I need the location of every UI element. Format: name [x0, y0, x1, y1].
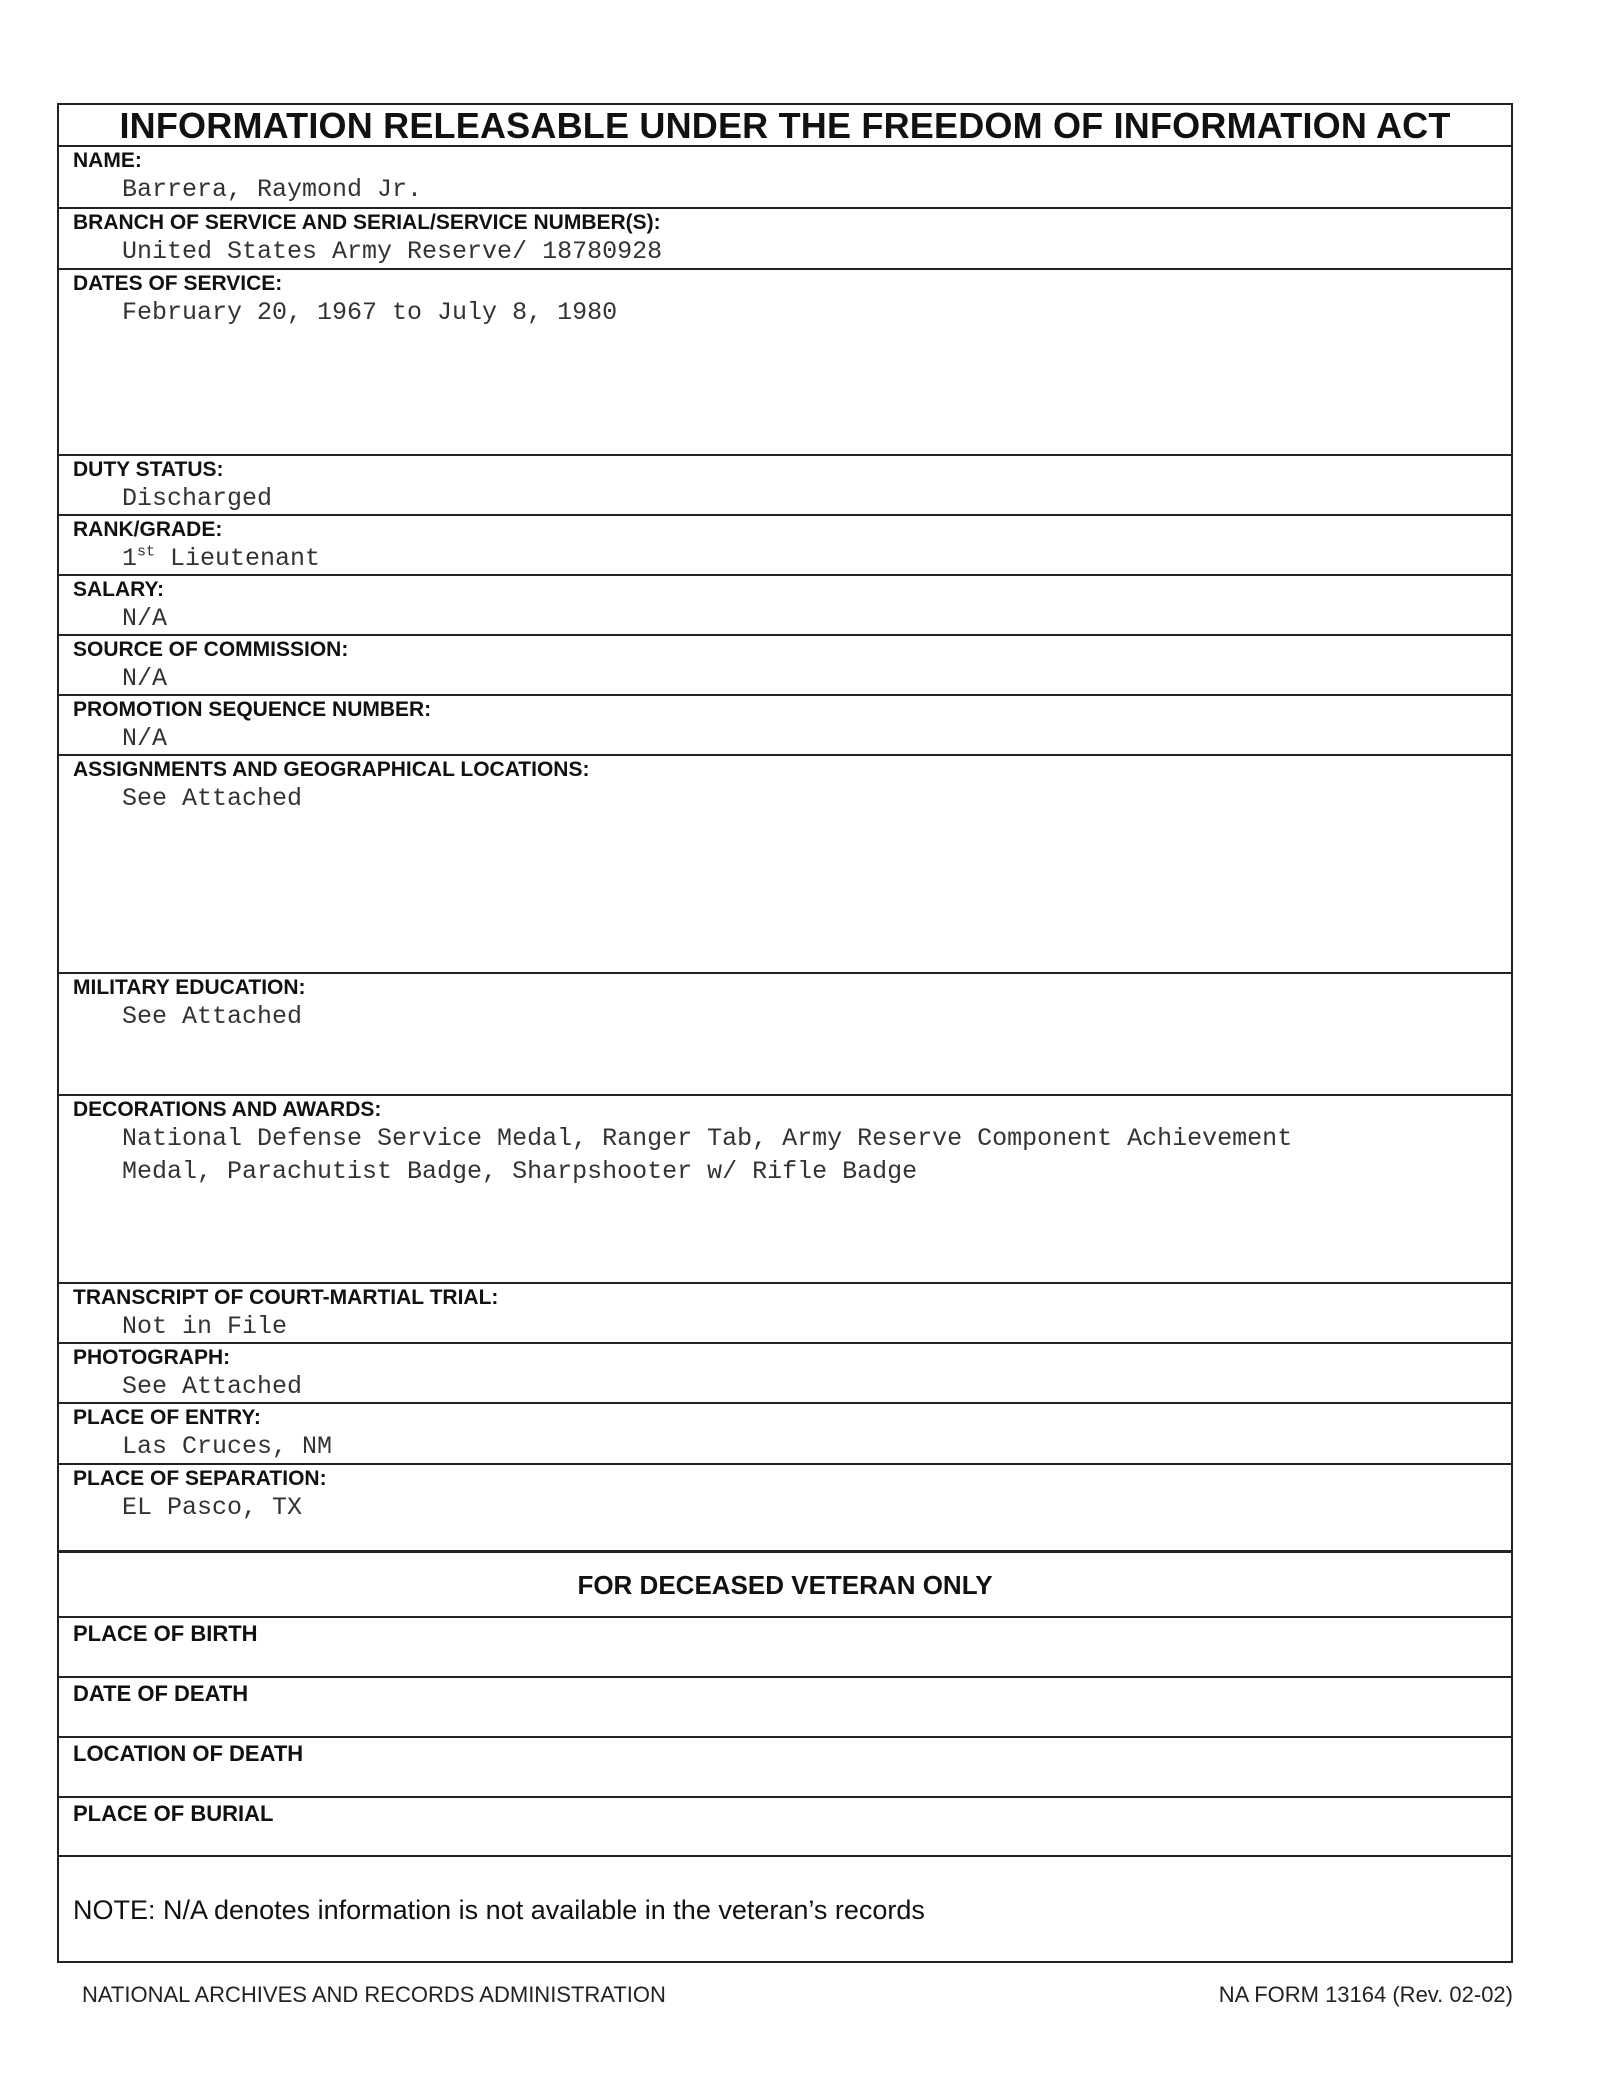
photograph-label: PHOTOGRAPH:	[73, 1346, 231, 1369]
place-of-burial-label: PLACE OF BURIAL	[73, 1801, 274, 1826]
assignments-value: See Attached	[122, 784, 303, 813]
salary-value: N/A	[122, 604, 168, 633]
place-of-birth-label: PLACE OF BIRTH	[73, 1621, 258, 1646]
name-field	[59, 147, 1511, 209]
decorations-value-line1: National Defense Service Medal, Ranger Tab, Army Reserve Component Achievement	[122, 1124, 1293, 1153]
decorations-field	[59, 1096, 1511, 1284]
rank-field	[59, 516, 1511, 576]
branch-value: United States Army Reserve/ 18780928	[122, 237, 663, 266]
place-of-burial-field	[59, 1798, 1511, 1857]
duty-status-field	[59, 456, 1511, 516]
education-value: See Attached	[122, 1002, 303, 1031]
name-label: NAME:	[73, 149, 142, 172]
commission-value: N/A	[122, 664, 168, 693]
commission-field	[59, 636, 1511, 696]
foia-form	[57, 103, 1513, 1963]
salary-label: SALARY:	[73, 578, 164, 601]
duty-status-label: DUTY STATUS:	[73, 458, 224, 481]
place-of-entry-value: Las Cruces, NM	[122, 1432, 333, 1461]
assignments-label: ASSIGNMENTS AND GEOGRAPHICAL LOCATIONS:	[73, 758, 590, 781]
place-of-separation-label: PLACE OF SEPARATION:	[73, 1467, 327, 1490]
promotion-label: PROMOTION SEQUENCE NUMBER:	[73, 698, 432, 721]
place-of-entry-field	[59, 1404, 1511, 1465]
education-label: MILITARY EDUCATION:	[73, 976, 306, 999]
decorations-value-line2: Medal, Parachutist Badge, Sharpshooter w/ Rifle Badge	[122, 1157, 918, 1186]
location-of-death-label: LOCATION OF DEATH	[73, 1741, 304, 1766]
name-value: Barrera, Raymond Jr.	[122, 175, 423, 204]
court-martial-label: TRANSCRIPT OF COURT-MARTIAL TRIAL:	[73, 1286, 499, 1309]
rank-label: RANK/GRADE:	[73, 518, 223, 541]
salary-field	[59, 576, 1511, 636]
deceased-section-heading: FOR DECEASED VETERAN ONLY	[59, 1553, 1511, 1618]
photograph-field	[59, 1344, 1511, 1404]
photograph-value: See Attached	[122, 1372, 303, 1401]
rank-value: 1st Lieutenant	[122, 543, 321, 573]
place-of-separation-field	[59, 1465, 1511, 1553]
promotion-field	[59, 696, 1511, 756]
assignments-field	[59, 756, 1511, 974]
dates-of-service-value: February 20, 1967 to July 8, 1980	[122, 298, 618, 327]
court-martial-value: Not in File	[122, 1312, 288, 1341]
date-of-death-label: DATE OF DEATH	[73, 1681, 249, 1706]
commission-label: SOURCE OF COMMISSION:	[73, 638, 349, 661]
date-of-death-field	[59, 1678, 1511, 1738]
place-of-birth-field	[59, 1618, 1511, 1678]
footer-form-number: NA FORM 13164 (Rev. 02-02)	[1218, 1982, 1513, 2007]
form-title: INFORMATION RELEASABLE UNDER THE FREEDOM OF INFORMATION ACT	[59, 105, 1511, 147]
branch-field	[59, 209, 1511, 270]
education-field	[59, 974, 1511, 1096]
duty-status-value: Discharged	[122, 484, 273, 513]
note-text: NOTE: N/A denotes information is not available in the veteran’s records	[73, 1895, 925, 1925]
dates-of-service-field	[59, 270, 1511, 456]
court-martial-field	[59, 1284, 1511, 1344]
dates-of-service-label: DATES OF SERVICE:	[73, 272, 283, 295]
place-of-separation-value: EL Pasco, TX	[122, 1493, 303, 1522]
branch-label: BRANCH OF SERVICE AND SERIAL/SERVICE NUMBER(S):	[73, 211, 661, 234]
place-of-entry-label: PLACE OF ENTRY:	[73, 1406, 261, 1429]
location-of-death-field	[59, 1738, 1511, 1798]
decorations-label: DECORATIONS AND AWARDS:	[73, 1098, 382, 1121]
footer-agency: NATIONAL ARCHIVES AND RECORDS ADMINISTRATION	[82, 1982, 666, 2007]
promotion-value: N/A	[122, 724, 168, 753]
